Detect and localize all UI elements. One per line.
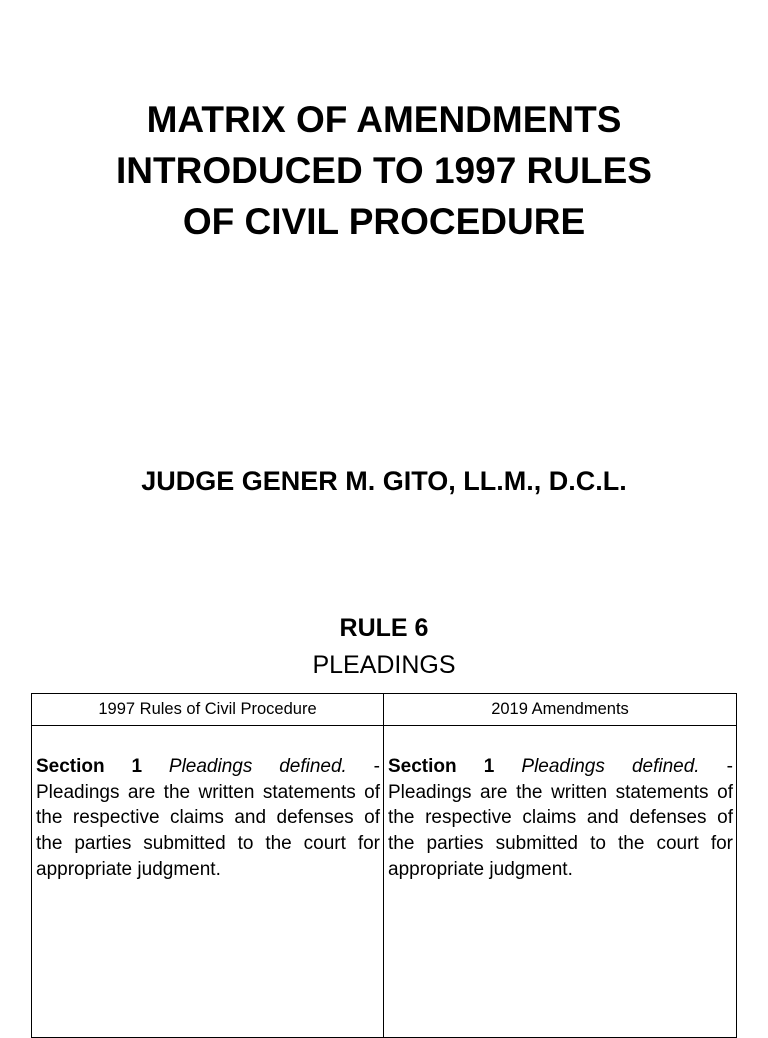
title-line: INTRODUCED TO 1997 RULES bbox=[116, 150, 652, 191]
table-cell-2019-section-1 bbox=[388, 754, 733, 883]
column-header-2019-amendments: 2019 Amendments bbox=[491, 700, 629, 718]
rule-subject: PLEADINGS bbox=[312, 651, 456, 679]
section-number: Section 1 bbox=[388, 756, 495, 777]
header-divider bbox=[32, 725, 736, 726]
document-title bbox=[0, 94, 768, 247]
title-line: OF CIVIL PROCEDURE bbox=[182, 201, 586, 242]
section-text: Pleadings are the written statements of the respective claims and defenses of the parties submitted to the court for appropriate judgment. bbox=[388, 781, 733, 880]
section-heading: Pleadings defined. bbox=[168, 756, 347, 777]
title-line: MATRIX OF AMENDMENTS bbox=[146, 99, 622, 140]
author-name: JUDGE GENER M. GITO, LL.M., D.C.L. bbox=[141, 466, 627, 496]
section-separator: - bbox=[346, 756, 381, 777]
column-divider bbox=[383, 694, 384, 1037]
section-text: Pleadings are the written statements of the respective claims and defenses of the parties submitted to the court for appropriate judgment. bbox=[36, 781, 380, 880]
section-separator: - bbox=[699, 756, 734, 777]
section-number: Section 1 bbox=[36, 756, 143, 777]
amendments-matrix-table bbox=[31, 693, 737, 1038]
section-heading: Pleadings defined. bbox=[521, 756, 700, 777]
rule-number: RULE 6 bbox=[339, 614, 429, 642]
column-header-1997-rules: 1997 Rules of Civil Procedure bbox=[98, 700, 317, 718]
table-cell-1997-section-1 bbox=[36, 754, 380, 883]
